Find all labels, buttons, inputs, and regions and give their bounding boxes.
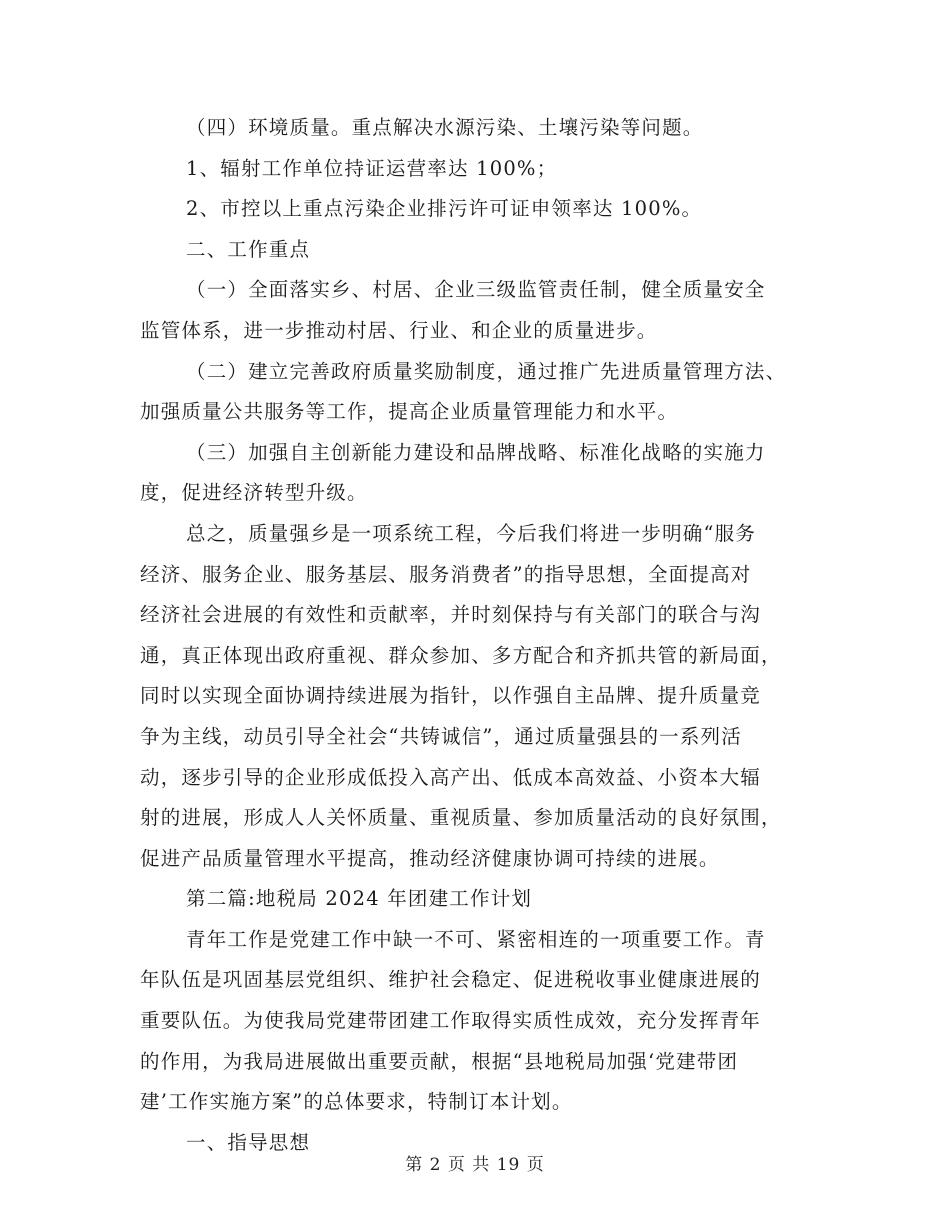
list-item-radiation: 1、辐射工作单位持证运营率达 100%； [186, 156, 558, 180]
text-line: 重要队伍。为使我局党建带团建工作取得实质性成效，充分发挥青年 [140, 1009, 762, 1033]
section-title-part-two: 第二篇:地税局 2024 年团建工作计划 [186, 887, 533, 911]
text-line: 促进产品质量管理水平提高，推动经济健康协调可持续的进展。 [140, 846, 720, 870]
text-line: （二）建立完善政府质量奖励制度，通过推广先进质量管理方法、 [186, 359, 787, 383]
text-line: 射的进展，形成人人关怀质量、重视质量、参加质量活动的良好氛围， [140, 806, 782, 830]
text-line: 动，逐步引导的企业形成低投入高产出、低成本高效益、小资本大辐 [140, 765, 762, 789]
text-line: 争为主线，动员引导全社会“共铸诚信”，通过质量强县的一系列活 [140, 724, 742, 748]
text-line: 青年工作是党建工作中缺一不可、紧密相连的一项重要工作。青 [186, 927, 766, 951]
document-body [140, 108, 804, 1163]
text-line: （一）全面落实乡、村居、企业三级监管责任制，健全质量安全 [186, 278, 766, 302]
section-heading-guiding-thought: 一、指导思想 [186, 1130, 311, 1154]
text-line: 度，促进经济转型升级。 [140, 481, 368, 505]
text-line: 加强质量公共服务等工作，提高企业质量管理能力和水平。 [140, 400, 679, 424]
text-line: 总之，质量强乡是一项系统工程，今后我们将进一步明确“服务 [186, 521, 757, 545]
text-line: 建’工作实施方案”的总体要求，特制订本计划。 [140, 1090, 573, 1114]
text-line: 通，真正体现出政府重视、群众参加、多方配合和齐抓共管的新局面， [140, 643, 782, 667]
paragraph-env-quality: （四）环境质量。重点解决水源污染、土壤污染等问题。 [186, 116, 704, 139]
page-footer: 第 2 页 共 19 页 [405, 1155, 545, 1175]
text-line: 的作用，为我局进展做出重要贡献，根据“县地税局加强‘党建带团 [140, 1049, 739, 1073]
text-line: （三）加强自主创新能力建设和品牌战略、标准化战略的实施力 [186, 440, 766, 464]
list-item-pollution-permit: 2、市控以上重点污染企业排污许可证申领率达 100%。 [186, 197, 703, 221]
text-line: 同时以实现全面协调持续进展为指针，以作强自主品牌、提升质量竞 [140, 684, 762, 708]
text-line: 年队伍是巩固基层党组织、维护社会稳定、促进税收事业健康进展的 [140, 968, 762, 992]
text-line: 经济、服务企业、服务基层、服务消费者”的指导思想，全面提高对 [140, 562, 752, 586]
section-heading-work-focus: 二、工作重点 [186, 237, 311, 261]
text-line: 经济社会进展的有效性和贡献率，并时刻保持与有关部门的联合与沟 [140, 603, 762, 627]
text-line: 监管体系，进一步推动村居、行业、和企业的质量进步。 [140, 318, 658, 342]
